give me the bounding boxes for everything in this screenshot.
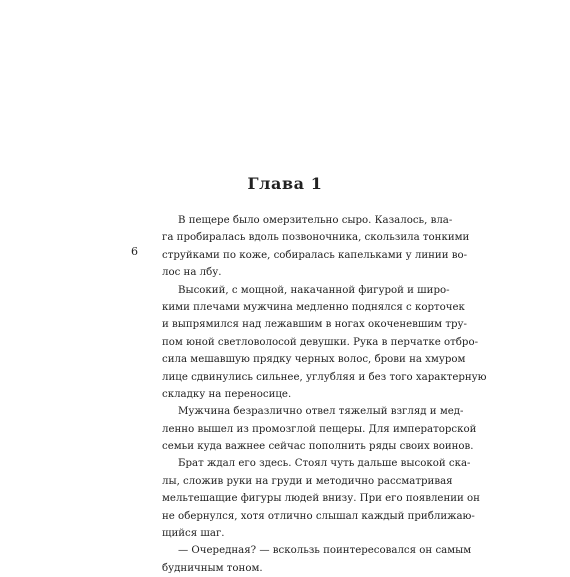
text-line: В пещере было омерзительно сыро. Казалось, вла- xyxy=(178,215,453,226)
text-line: лы, сложив руки на груди и методично рассматривая xyxy=(162,475,453,487)
text-line: га пробиралась вдоль позвоночника, скользила тонкими xyxy=(162,232,470,244)
text-line: — Очередная? — вскользь поинтересовался он самым xyxy=(178,545,472,557)
text-line: будничным тоном. xyxy=(162,562,263,574)
text-line: щийся шаг. xyxy=(162,528,225,540)
text-line: мельтешащие фигуры людей внизу. При его появлении он xyxy=(162,493,480,505)
text-line: пом юной светловолосой девушки. Рука в перчатке отбро- xyxy=(162,336,479,348)
text-line: Брат ждал его здесь. Стоял чуть дальше высокой ска- xyxy=(178,458,471,470)
text-line: семьи куда важнее сейчас пополнить ряды своих воинов. xyxy=(162,441,474,453)
text-line: складку на переносице. xyxy=(162,388,292,400)
text-line: лос на лбу. xyxy=(162,267,222,279)
text-line: ленно вышел из промозглой пещеры. Для императорской xyxy=(162,423,477,435)
chapter-title: Глава 1 xyxy=(247,174,323,193)
chapter-body xyxy=(162,212,487,577)
text-line: Мужчина безразлично отвел тяжелый взгляд и мед- xyxy=(178,406,464,418)
text-line: не обернулся, хотя отлично слышал каждый приближаю- xyxy=(162,510,475,522)
text-line: струйками по коже, собиралась капельками у линии во- xyxy=(162,249,468,261)
page-number: 6 xyxy=(131,245,138,258)
text-line: кими плечами мужчина медленно поднялся с корточек xyxy=(162,301,465,313)
text-line: лице сдвинулись сильнее, углубляя и без того характерную xyxy=(162,371,487,383)
text-line: Высокий, с мощной, накачанной фигурой и широ- xyxy=(178,284,450,296)
text-line: сила мешавшую прядку черных волос, брови на хмуром xyxy=(162,354,466,366)
text-line: и выпрямился над лежавшим в ногах окоченевшим тру- xyxy=(162,319,467,331)
